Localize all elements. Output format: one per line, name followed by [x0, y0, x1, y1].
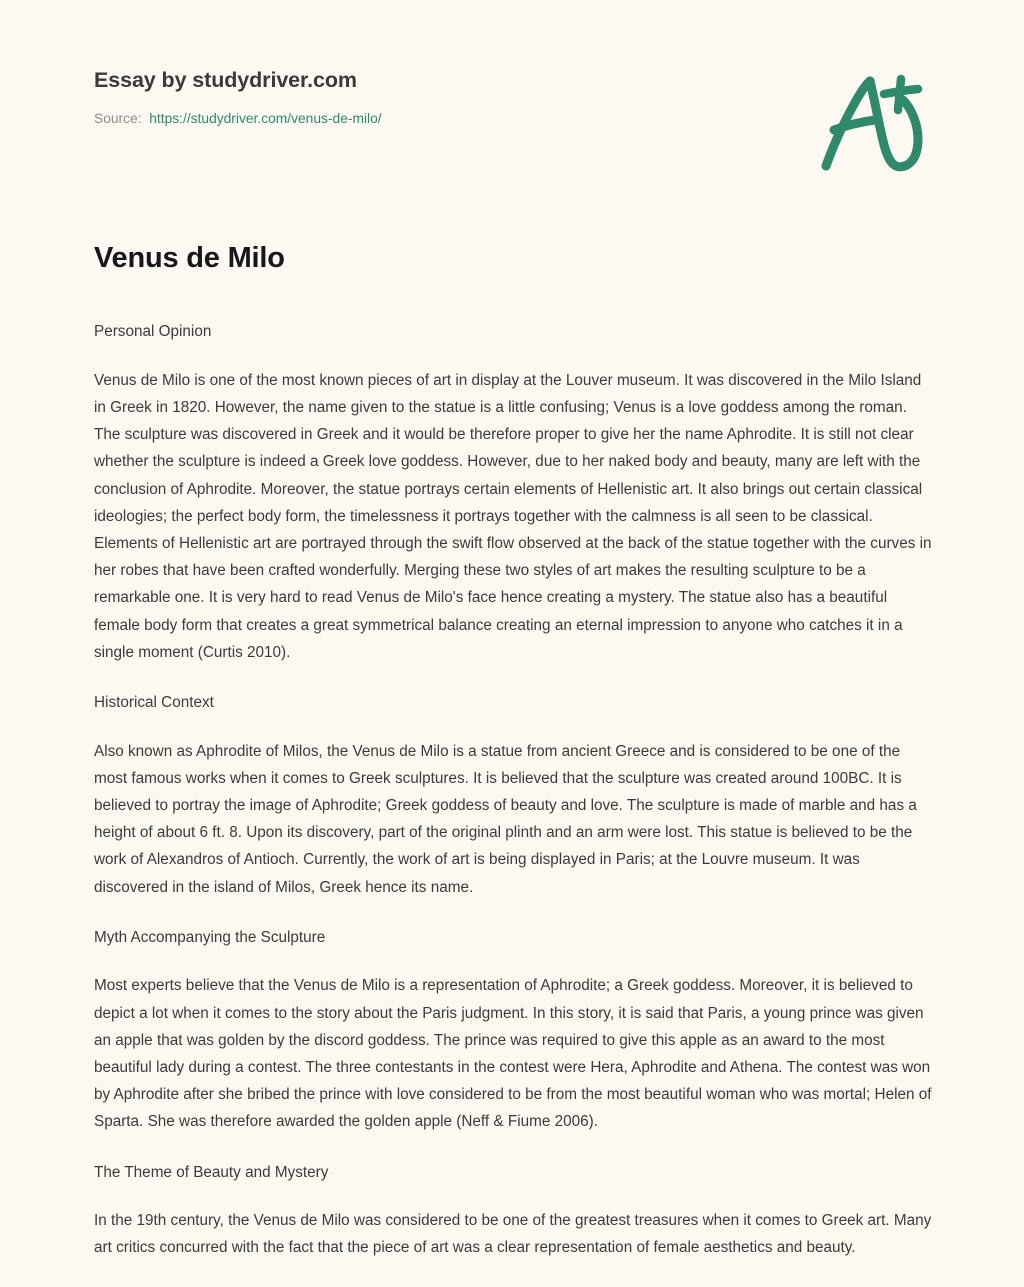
section-the-theme-of-beauty-and-mystery — [94, 1161, 932, 1262]
section-paragraph: Also known as Aphrodite of Milos, the Venus de Milo is a statue from ancient Greece and is considered to be one of the most famous works when it comes to Greek sculptures. It is believed that the sculpture was created around 100BC. It is believed to portray the image of Aphrodite; Greek goddess of beauty and love. The sculpture is made of marble and has a height of about 6 ft. 8. Upon its discovery, part of the original plinth and an arm were lost. This statue is believed to be the work of Alexandros of Antioch. Currently, the work of art is being displayed in Paris; at the Louvre museum. It was discovered in the island of Milos, Greek hence its name. — [94, 742, 917, 896]
studydriver-logo[interactable] — [815, 66, 940, 176]
source-url-link[interactable]: https://studydriver.com/venus-de-milo/ — [149, 110, 382, 126]
section-heading: Personal Opinion — [94, 323, 212, 341]
section-paragraph: In the 19th century, the Venus de Milo was considered to be one of the greatest treasures when it comes to Greek art. Many art critics concurred with the fact that the piece of art was a clear representation of female aesthetics and beauty. — [94, 1212, 932, 1257]
section-heading: The Theme of Beauty and Mystery — [94, 1163, 329, 1181]
page-title: Venus de Milo — [94, 242, 285, 274]
essay-byline: Essay by studydriver.com — [94, 68, 357, 92]
section-myth-accompanying-the-sculpture — [94, 926, 932, 1136]
header-text-block — [94, 68, 382, 128]
source-line — [94, 110, 382, 128]
section-personal-opinion — [94, 320, 932, 666]
source-label: Source: — [94, 110, 142, 126]
document-content — [94, 240, 932, 1287]
section-heading: Historical Context — [94, 694, 214, 712]
section-paragraph: Most experts believe that the Venus de Milo is a representation of Aphrodite; a Greek goddess. Moreover, it is believed to depict a lot when it comes to the story about the Paris judgment. In this story, it is said that Paris, a young prince was given an apple that was golden by the discord goddess. The prince was required to give this apple as an award to the most beautiful lady during a contest. The three contestants in the contest were Hera, Aphrodite and Athena. The contest was won by Aphrodite after she bribed the prince with love considered to be from the most beautiful woman who was mortal; Helen of Sparta. She was therefore awarded the golden apple (Neff & Fiume 2006). — [94, 977, 932, 1131]
section-paragraph: Venus de Milo is one of the most known pieces of art in display at the Louver museum. It was discovered in the Milo Island in Greek in 1820. However, the name given to the statue is a little confusing; Venus is a love goddess among the roman. The sculpture was discovered in Greek and it would be therefore proper to give her the name Aphrodite. It is still not clear whether the sculpture is indeed a Greek love goddess. However, due to her naked body and beauty, many are left with the conclusion of Aphrodite. Moreover, the statue portrays certain elements of Hellenistic art. It also brings out certain classical ideologies; the perfect body form, the timelessness it portrays together with the calmness is all seen to be classical. Elements of Hellenistic art are portrayed through the swift flow observed at the back of the statue together with the curves in her robes that have been crafted wonderfully. Merging these two styles of art makes the resulting sculpture to be a remarkable one. It is very hard to read Venus de Milo's face hence creating a mystery. The statue also has a beautiful female body form that creates a great symmetrical balance creating an eternal impression to anyone who catches it in a single moment (Curtis 2010). — [94, 371, 932, 661]
section-historical-context — [94, 691, 932, 901]
page-header — [0, 0, 1024, 200]
section-heading: Myth Accompanying the Sculpture — [94, 928, 326, 946]
a-plus-logo-icon — [815, 66, 940, 176]
